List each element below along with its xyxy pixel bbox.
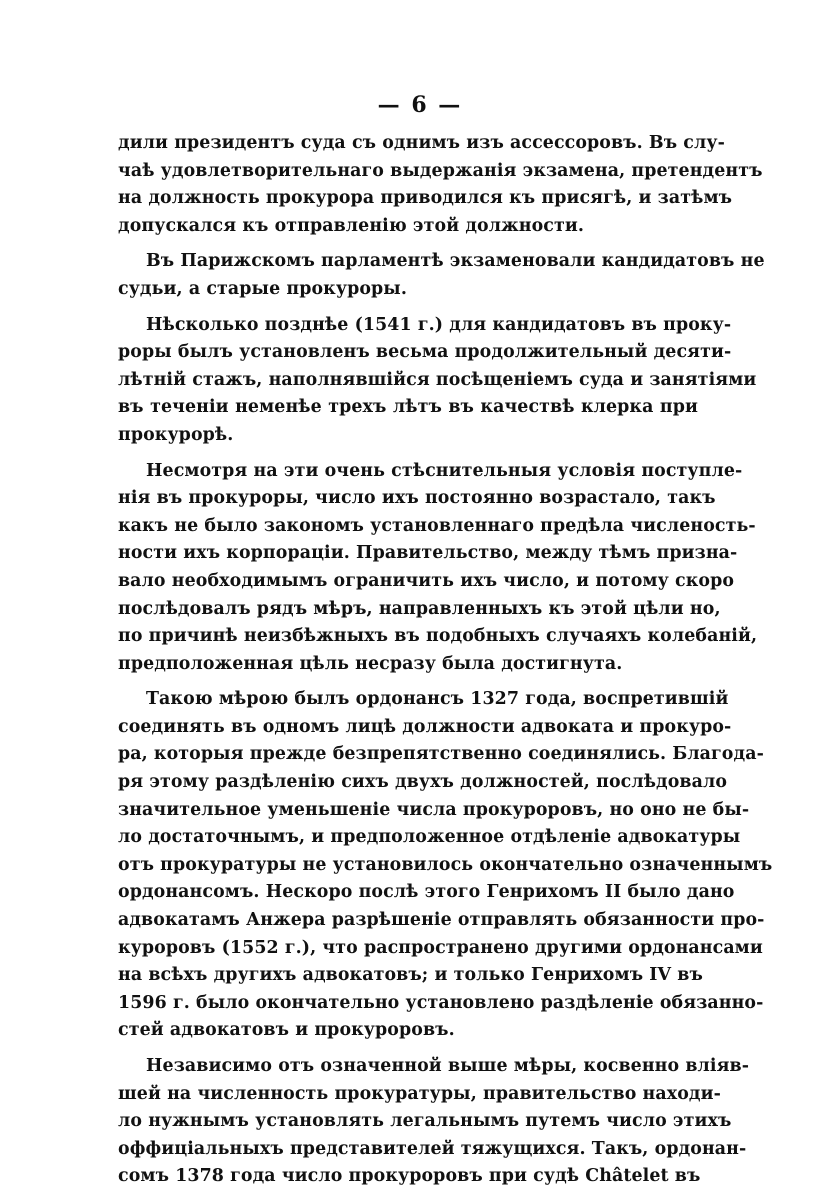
paragraph <box>118 248 765 303</box>
text-line: роры былъ установленъ весьма продолжительный десяти- <box>118 342 732 363</box>
text-line: отъ прокуратуры не установилось окончательно означеннымъ <box>118 854 773 875</box>
text-line: вало необходимымъ ограничить ихъ число, и потому скоро <box>118 570 735 591</box>
text-line: ности ихъ корпораціи. Правительство, между тѣмъ призна- <box>118 543 738 564</box>
text-line: соединять въ одномъ лицѣ должности адвоката и прокуро- <box>118 716 732 737</box>
text-line: судьи, а старые прокуроры. <box>118 278 407 299</box>
text-line: Независимо отъ означенной выше мѣры, косвенно вліяв- <box>146 1056 750 1076</box>
text-line: лѣтній стажъ, наполнявшійся посѣщеніемъ суда и занятіями <box>118 369 757 390</box>
paragraph <box>118 130 763 240</box>
text-line: чаѣ удовлетворительнаго выдержанія экзамена, претендентъ <box>118 160 763 181</box>
text-line: прокурорѣ. <box>118 424 234 445</box>
body-text <box>118 130 773 1191</box>
page-number: — 6 — <box>377 92 463 118</box>
text-line: на всѣхъ другихъ адвокатовъ; и только Генрихомъ IV въ <box>118 965 703 986</box>
text-line: на должность прокурора приводился къ присягѣ, и затѣмъ <box>118 188 733 209</box>
paragraph <box>118 458 758 679</box>
text-line: ордонансомъ. Нескоро послѣ этого Генрихомъ II было дано <box>118 882 735 903</box>
text-line: по причинѣ неизбѣжныхъ въ подобныхъ случаяхъ колебаній, <box>118 626 758 647</box>
text-line: Нѣсколько позднѣе (1541 г.) для кандидатовъ въ проку- <box>146 314 732 335</box>
text-line: 1596 г. было окончательно установлено раздѣленіе обязанно- <box>118 992 764 1013</box>
text-line: ло нужнымъ установлять легальнымъ путемъ число этихъ <box>118 1111 732 1132</box>
text-line: значительное уменьшеніе числа прокуроровъ, но оно не бы- <box>118 799 750 820</box>
text-line: сомъ 1378 года число прокуроровъ при судѣ Châtelet въ <box>118 1166 701 1187</box>
paragraph <box>118 686 773 1045</box>
text-line: въ теченіи неменѣе трехъ лѣтъ въ качествѣ клерка при <box>118 397 698 418</box>
text-line: ря этому раздѣленію сихъ двухъ должностей, послѣдовало <box>118 772 728 793</box>
text-line: ло достаточнымъ, и предположенное отдѣленіе адвокатуры <box>118 827 741 848</box>
text-line: послѣдовалъ рядъ мѣръ, направленныхъ къ этой цѣли но, <box>118 598 721 619</box>
text-line: предположенная цѣль несразу была достигнута. <box>118 653 623 674</box>
text-line: адвокатамъ Анжера разрѣшеніе отправлять обязанности про- <box>118 910 765 931</box>
text-line: допускался къ отправленію этой должности. <box>118 215 585 236</box>
text-line: ра, которыя прежде безпрепятственно соединялись. Благода- <box>118 744 764 765</box>
text-line: шей на численность прокуратуры, правительство находи- <box>118 1083 721 1104</box>
text-line: куроровъ (1552 г.), что распространено другими ордонансами <box>118 937 763 958</box>
paragraph <box>118 1053 750 1191</box>
text-line: дили президентъ суда съ однимъ изъ ассессоровъ. Въ слу- <box>118 133 725 153</box>
text-line: Несмотря на эти очень стѣснительныя условія поступле- <box>146 460 743 481</box>
text-line: какъ не было закономъ установленнаго предѣла численость- <box>118 515 756 536</box>
text-line: стей адвокатовъ и прокуроровъ. <box>118 1020 455 1041</box>
paragraph <box>118 312 757 450</box>
text-line: нія въ прокуроры, число ихъ постоянно возрастало, такъ <box>118 488 716 509</box>
text-line: Въ Парижскомъ парламентѣ экзаменовали кандидатовъ не <box>146 251 765 272</box>
text-line: оффиціальныхъ представителей тяжущихся. Такъ, ордонан- <box>118 1138 747 1159</box>
text-line: Такою мѣрою былъ ордонансъ 1327 года, воспретившій <box>146 689 729 710</box>
